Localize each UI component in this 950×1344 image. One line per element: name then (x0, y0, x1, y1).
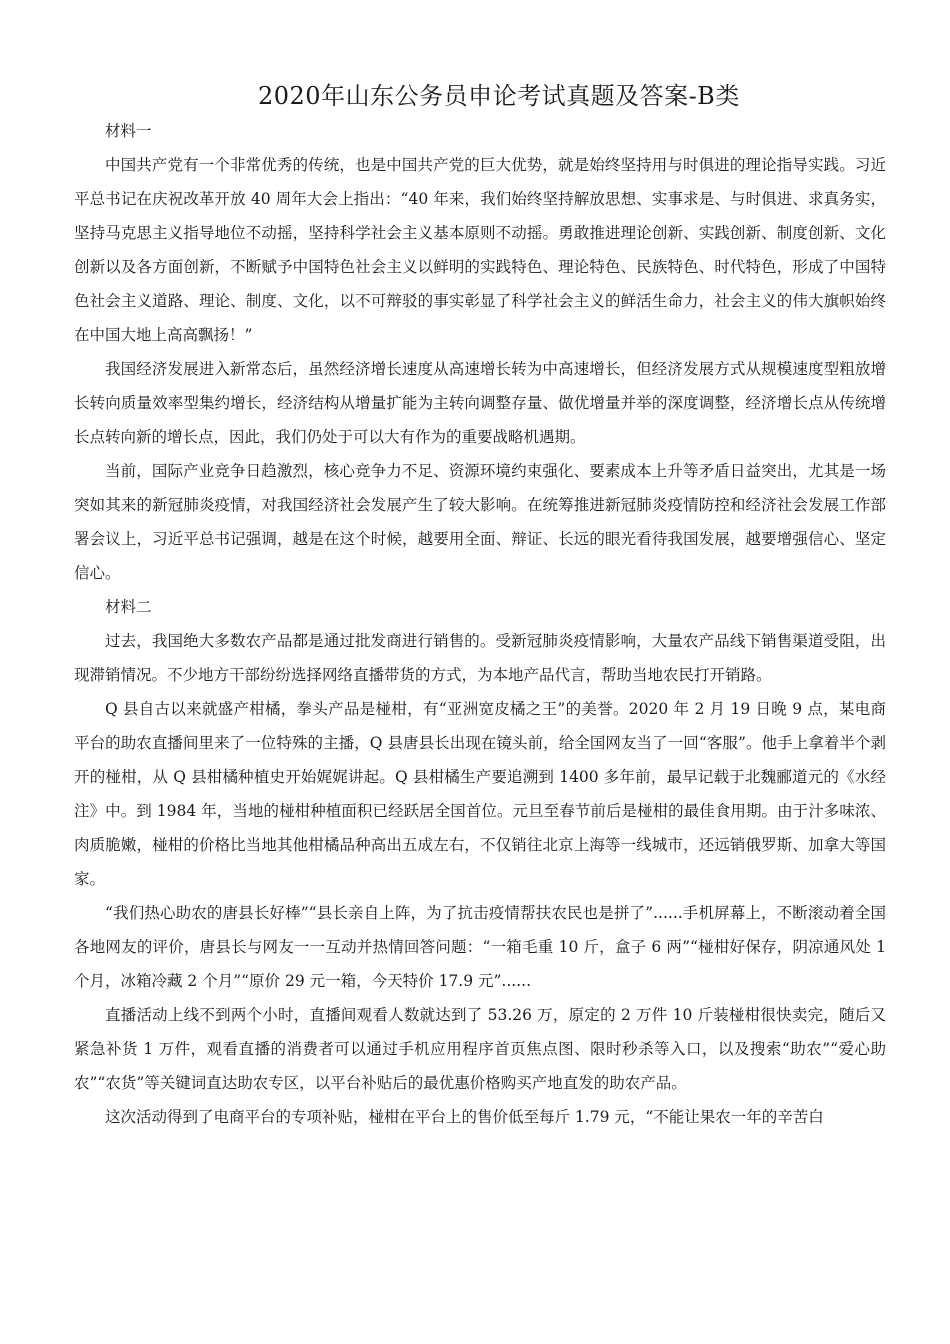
paragraph: “我们热心助农的唐县长好棒”“县长亲自上阵，为了抗击疫情帮扶农民也是拼了”......手机屏幕上，不断滚动着全国各地网友的评价，唐县长与网友一一互动并热情回答问题：“一箱毛重 10 斤，盒子 6 两”“椪柑好保存，阴凉通风处 1 个月，冰箱冷藏 2 个月”“原价 29 元一箱，今天特价 17.9 元”...... (74, 904, 886, 990)
paragraph: 过去，我国绝大多数农产品都是通过批发商进行销售的。受新冠肺炎疫情影响，大量农产品线下销售渠道受阻，出现滞销情况。不少地方干部纷纷选择网络直播带货的方式，为本地产品代言，帮助当地农民打开销路。 (74, 632, 886, 684)
section-heading-material-2: 材料二 (105, 598, 152, 616)
section-heading-material-1: 材料一 (105, 122, 152, 140)
document-title: 2020年山东公务员申论考试真题及答案-B类 (258, 82, 740, 110)
paragraph: 当前，国际产业竞争日趋激烈，核心竞争力不足、资源环境约束强化、要素成本上升等矛盾日益突出，尤其是一场突如其来的新冠肺炎疫情，对我国经济社会发展产生了较大影响。在统筹推进新冠肺炎疫情防控和经济社会发展工作部署会议上，习近平总书记强调，越是在这个时候，越要用全面、辩证、长远的眼光看待我国发展，越要增强信心、坚定信心。 (74, 462, 886, 582)
document-body (74, 114, 886, 1134)
paragraph: 中国共产党有一个非常优秀的传统，也是中国共产党的巨大优势，就是始终坚持用与时俱进的理论指导实践。习近平总书记在庆祝改革开放 40 周年大会上指出：“40 年来，我们始终坚持解放思想、实事求是、与时俱进、求真务实，坚持马克思主义指导地位不动摇，坚持科学社会主义基本原则不动摇。勇敢推进理论创新、实践创新、制度创新、文化创新以及各方面创新，不断赋予中国特色社会主义以鲜明的实践特色、理论特色、民族特色、时代特色，形成了中国特色社会主义道路、理论、制度、文化，以不可辩驳的事实彰显了科学社会主义的鲜活生命力，社会主义的伟大旗帜始终在中国大地上高高飘扬！” (74, 156, 886, 344)
paragraph: 直播活动上线不到两个小时，直播间观看人数就达到了 53.26 万，原定的 2 万件 10 斤装椪柑很快卖完，随后又紧急补货 1 万件，观看直播的消费者可以通过手机应用程序首页焦点图、限时秒杀等入口，以及搜索“助农”“爱心助农”“农货”等关键词直达助农专区，以平台补贴后的最优惠价格购买产地直发的助农产品。 (74, 1006, 886, 1092)
paragraph: 这次活动得到了电商平台的专项补贴，椪柑在平台上的售价低至每斤 1.79 元，“不能让果农一年的辛苦白 (105, 1108, 824, 1126)
paragraph: 我国经济发展进入新常态后，虽然经济增长速度从高速增长转为中高速增长，但经济发展方式从规模速度型粗放增长转向质量效率型集约增长，经济结构从增量扩能为主转向调整存量、做优增量并举的深度调整，经济增长点从传统增长点转向新的增长点，因此，我们仍处于可以大有作为的重要战略机遇期。 (74, 360, 886, 446)
paragraph: Q 县自古以来就盛产柑橘，拳头产品是椪柑，有“亚洲宽皮橘之王”的美誉。2020 年 2 月 19 日晚 9 点，某电商平台的助农直播间里来了一位特殊的主播，Q 县唐县长出现在镜头前，给全国网友当了一回“客服”。他手上拿着半个剥开的椪柑，从 Q 县柑橘种植史开始娓娓讲起。Q 县柑橘生产要追溯到 1400 多年前，最早记载于北魏郦道元的《水经注》中。到 1984 年，当地的椪柑种植面积已经跃居全国首位。元旦至春节前后是椪柑的最佳食用期。由于汁多味浓、肉质脆嫩，椪柑的价格比当地其他柑橘品种高出五成左右，不仅销往北京上海等一线城市，还远销俄罗斯、加拿大等国家。 (74, 700, 886, 888)
